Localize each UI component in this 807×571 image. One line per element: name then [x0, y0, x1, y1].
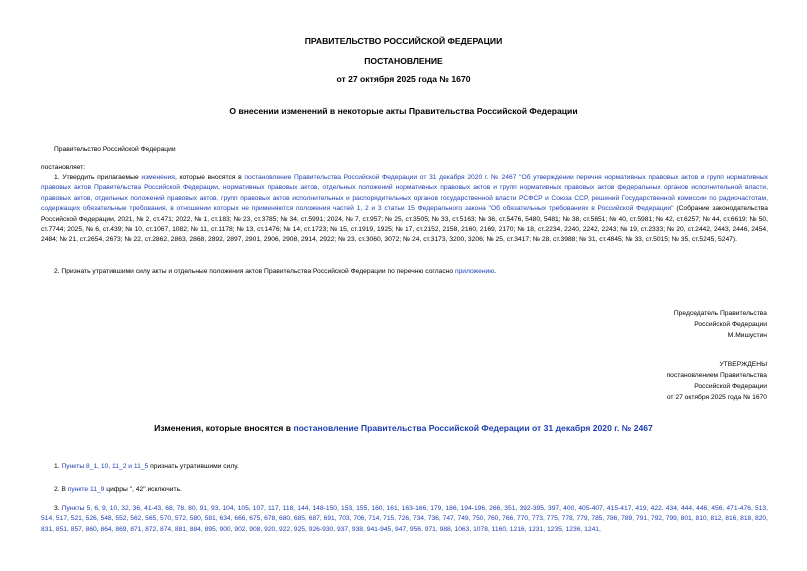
change-item-1: [54, 462, 239, 473]
government-heading: ПРАВИТЕЛЬСТВО РОССИЙСКОЙ ФЕДЕРАЦИИ: [304, 36, 503, 46]
item-2-prefix: 2. Признать утратившими силу акты и отдельные положения актов Правительства Российской Федерации по перечню согласно: [54, 268, 455, 275]
resolution-2467-link[interactable]: постановление Правительства Российской Федерации от 31 декабря 2020 г. № 2467 "Об утверждении перечня нормативных правовых актов и групп нормативных правовых актов Правительства Российской Федерации, нормативных правовых актов, отдельных положений нормативных правовых актов и групп нормативных правовых актов федеральных органов исполнительной власти, правовых актов, отдельных положений правовых актов, групп правовых актов исполнительных и распорядительных органов государственной власти РСФСР и Союза ССР, решений Государственной комиссии по радиочастотам, содержащих обязательные требования, в отношении которых не применяются положения частей 1, 2 и 3 статьи 15 Федерального закона "Об обязательных требованиях в Российской Федерации": [41, 174, 768, 213]
item-1: [41, 173, 768, 246]
approved-line-1: УТВЕРЖДЕНЫ: [719, 361, 767, 368]
point-11-9-link[interactable]: пункте 11_9: [67, 486, 105, 493]
approved-line-3: Российской Федерации: [694, 383, 767, 390]
item-1-prefix: 1. Утвердить прилагаемые: [54, 174, 142, 181]
doc-type-heading: ПОСТАНОВЛЕНИЕ: [364, 56, 443, 66]
approved-line-4: от 27 октября 2025 года № 1670: [666, 394, 767, 401]
change-item-2-prefix: 2. В: [54, 486, 68, 493]
changes-link[interactable]: изменения: [141, 174, 175, 181]
change-item-1-prefix: 1.: [54, 463, 62, 470]
page-title: О внесении изменений в некоторые акты Правительства Российской Федерации: [229, 106, 578, 116]
change-item-3-prefix: 3.: [54, 505, 62, 512]
change-item-2: [54, 485, 182, 496]
date-number: от 27 октября 2025 года № 1670: [336, 74, 471, 84]
points-link-1[interactable]: Пункты 8_1, 10, 11_2 и 11_5: [61, 463, 149, 470]
signature-line-1: Председатель Правительства: [673, 310, 767, 317]
item-2-suffix: .: [494, 268, 497, 275]
change-item-3: [41, 504, 768, 540]
changes-title-prefix: Изменения, которые вносятся в: [154, 423, 294, 433]
change-item-2-suffix: цифры ", 42" исключить.: [104, 486, 182, 493]
approved-line-2: постановлением Правительства: [666, 372, 767, 379]
appendix-link[interactable]: приложению: [454, 268, 495, 275]
changes-title-link[interactable]: постановление Правительства Российской Федерации от 31 декабря 2020 г. № 2467: [293, 423, 653, 433]
signature-line-2: Российской Федерации: [694, 321, 767, 328]
item-2: [54, 267, 496, 278]
changes-title: [0, 423, 807, 433]
resolves: постановляет:: [41, 164, 86, 171]
signature-name: М.Мишустин: [727, 332, 767, 339]
issuer: Правительство Российской Федерации: [54, 146, 176, 153]
change-item-1-suffix: признать утратившими силу.: [148, 463, 239, 470]
points-link-3[interactable]: Пункты 5, 6, 9, 10, 32, 36, 41-43, 68, 78, 80, 91, 93, 104, 105, 107, 117, 118, 144, 148-150, 153, 155, 160, 161, 163-166, 179, 186, 194-196, 266, 351, 392-395, 397, 400, 405-407, 415-417, 419, 422, 434, 444, 446, 456, 471-476, 513, 514, 517, 521, 526, 548, 552, 562, 565, 570, 572, 580, 581, 634, 666, 675, 678, 680, 685, 687, 691, 703, 706, 714, 715, 726, 734, 736, 747, 749, 750, 760, 766, 770, 773, 775, 778, 779, 785, 786, 789, 791, 792, 799, 801, 810, 812, 816, 818, 820, 831, 851, 857, 860, 864, 869, 871, 872, 874, 881, 884, 895, 900, 902, 908, 920, 922, 925, 926-930, 937, 938, 941-945, 947, 956, 971, 988, 1063, 1078, 1160, 1216, 1231, 1235, 1236, 1241,: [41, 505, 768, 533]
item-1-suffix: (Собрание законодательства Российской Федерации, 2021, № 2, ст.471; 2022, № 1, ст.183; № 23, ст.3785; № 34, ст.5991; 2024, № 7, ст.957; № 25, ст.3505; № 33, ст.5163; № 36, ст.5476, 5480, 5481; № 38, ст.5651; № 40, ст.5981; № 42, ст.6257; № 44, ст.6619; № 50, ст.7744; 2025, № 6, ст.439; № 10, ст.1067, 1082; № 11, ст.1178; № 13, ст.1476; № 14, ст.1723; № 15, ст.1919, 1925; № 17, ст.2152, 2158, 2160, 2169, 2170; № 18, ст.2234, 2240, 2242, 2243; № 19, ст.2333; № 20, ст.2442, 2443, 2446, 2454, 2484; № 21, ст.2654, 2673; № 22, ст.2862, 2863, 2868, 2892, 2897, 2901, 2906, 2908, 2914, 2922; № 23, ст.3060, 3072; № 24, ст.3173, 3200, 3206; № 25, ст.3417; № 28, ст.3988; № 31, ст.4845; № 33, ст.5015; № 35, ст.5245, 5247).: [41, 205, 768, 244]
item-1-mid: , которые вносятся в: [174, 174, 245, 181]
